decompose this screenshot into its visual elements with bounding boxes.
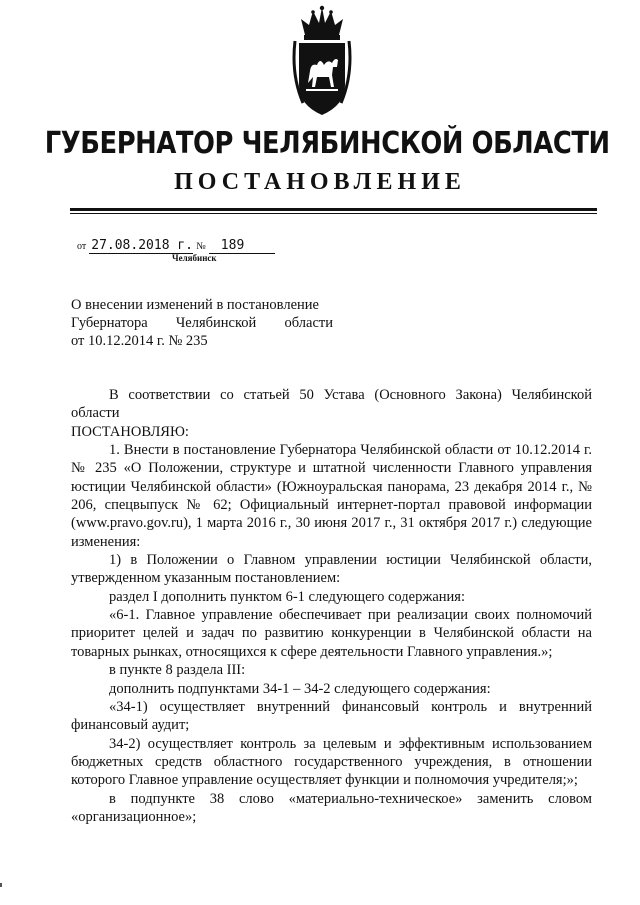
paragraph-subitem-1: 1) в Положении о Главном управлении юстиции Челябинской области, утвержденном указанным постановлением: xyxy=(71,552,592,587)
paragraph-point-8: в пункте 8 раздела III: xyxy=(109,662,246,679)
paragraph-item-1: 1. Внести в постановление Губернатора Челябинской области от 10.12.2014 г. № 235 «О Положении, структуре и штатной численности Главного управления юстиции Челябинской области» (Южноуральская панорама, 23 декабря 2014 г., № 206, спецвыпуск № 62; Официальный интернет-портал правовой информации (www.pravo.gov.ru), 1 марта 2016 г., 30 июня 2017 г., 31 октября 2017 г.) следующие изменения: xyxy=(71,442,592,550)
document-type: ПОСТАНОВЛЕНИЕ xyxy=(174,169,466,195)
subject-block xyxy=(71,296,333,350)
header-rule-thin xyxy=(70,213,597,214)
scan-edge-mark xyxy=(0,883,2,887)
resolve-heading: ПОСТАНОВЛЯЮ: xyxy=(71,423,189,440)
header-rule-thick xyxy=(70,208,597,211)
document-number: 189 xyxy=(209,238,275,254)
paragraph-add-subpoints: дополнить подпунктами 34-1 – 34-2 следующего содержания: xyxy=(109,680,491,697)
subject-line-3: от 10.12.2014 г. № 235 xyxy=(71,333,208,349)
subject-line-1: О внесении изменений в постановление xyxy=(71,297,319,313)
issuer-title: ГУБЕРНАТОР ЧЕЛЯБИНСКОЙ ОБЛАСТИ xyxy=(44,126,610,161)
paragraph-section-1: раздел I дополнить пунктом 6-1 следующего содержания: xyxy=(109,588,465,605)
paragraph-subpoint-38: в подпункте 38 слово «материально-техническое» заменить словом «организационное»; xyxy=(71,790,592,825)
document-date: 27.08.2018 г. xyxy=(91,238,193,253)
date-prefix: от xyxy=(77,241,87,252)
paragraph-point-6-1: «6-1. Главное управление обеспечивает при реализации своих полномочий приоритет целей и задач по развитию конкуренции в Челябинской области на товарных рынках, относящихся к сфере деятельности Главного управления.»; xyxy=(71,607,592,660)
number-sign: № xyxy=(196,241,206,252)
paragraph-subpoint-34-2: 34-2) осуществляет контроль за целевым и эффективным использованием бюджетных средств областного государственного учреждения, в отношении которого Главное управление осуществляет функции и полномочия учредителя;»; xyxy=(71,735,592,789)
coat-of-arms-emblem xyxy=(291,5,353,120)
date-number-line xyxy=(77,238,275,254)
paragraph-subpoint-34-1: «34-1) осуществляет внутренний финансовый контроль и внутренний финансовый аудит; xyxy=(71,698,592,734)
issue-city: Челябинск xyxy=(172,253,217,263)
document-body xyxy=(71,386,592,826)
preamble-paragraph: В соответствии со статьей 50 Устава (Основного Закона) Челябинской области xyxy=(71,387,592,422)
subject-line-2: Губернатора Челябинской области xyxy=(71,315,333,331)
